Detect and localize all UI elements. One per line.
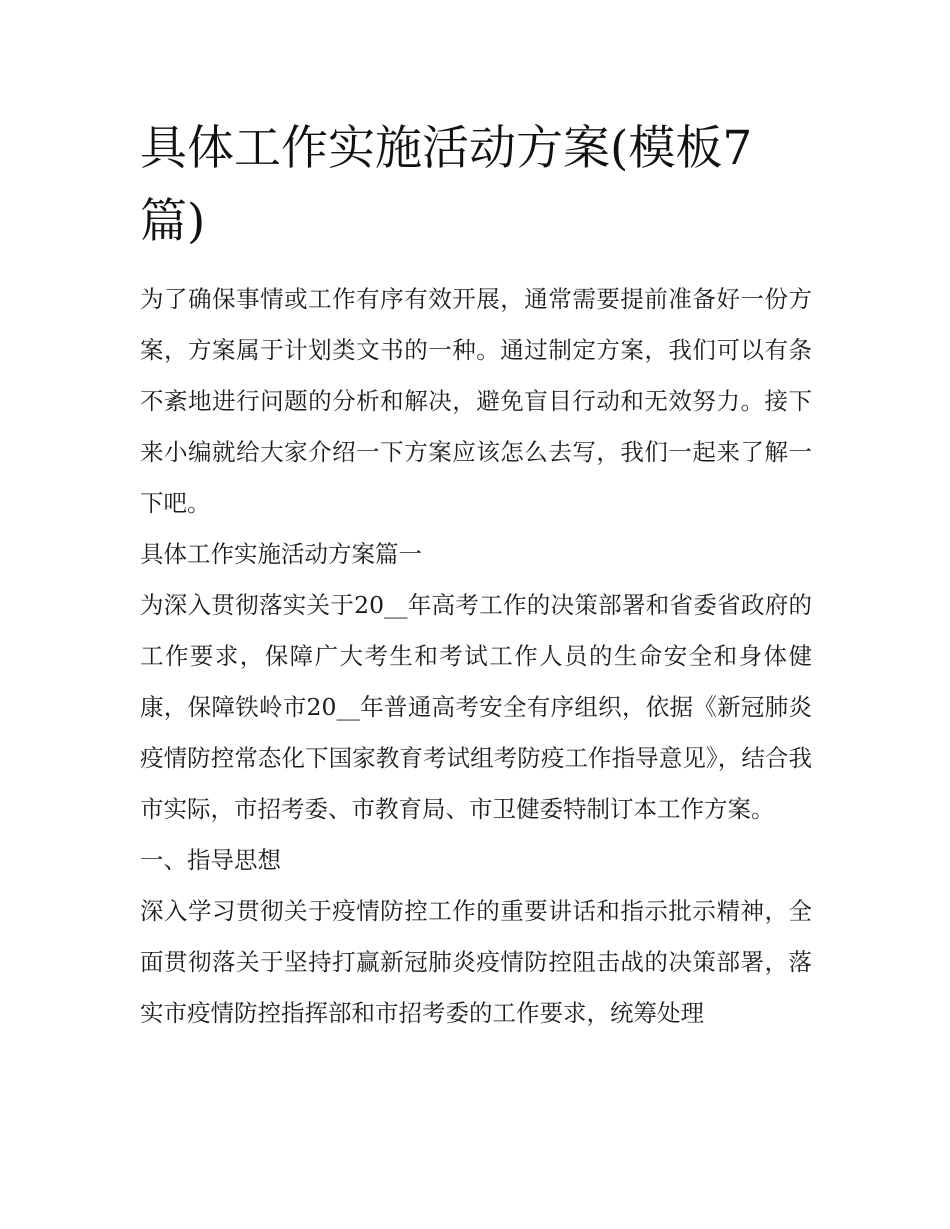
body-paragraph: 为深入贯彻落实关于20__年高考工作的决策部署和省委省政府的工作要求，保障广大考生和考试工作人员的生命安全和身体健康，保障铁岭市20__年普通高考安全有序组织，依据《新冠肺炎疫情防控常态化下国家教育考试组考防疫工作指导意见》，结合我市实际，市招考委、市教育局、市卫健委特制订本工作方案。: [140, 591, 812, 823]
section-heading-part-one: 具体工作实施活动方案篇一: [140, 540, 422, 568]
document-title: 具体工作实施活动方案(模板7篇): [140, 121, 753, 249]
intro-paragraph: 为了确保事情或工作有序有效开展，通常需要提前准备好一份方案，方案属于计划类文书的一种。通过制定方案，我们可以有条不紊地进行问题的分析和解决，避免盲目行动和无效努力。接下来小编就给大家介绍一下方案应该怎么去写，我们一起来了解一下吧。: [140, 285, 812, 517]
document-body: [140, 112, 812, 1039]
section-heading-guiding-ideology: 一、指导思想: [140, 846, 281, 874]
body-paragraph-truncated: 深入学习贯彻关于疫情防控工作的重要讲话和指示批示精神，全面贯彻落关于坚持打赢新冠肺炎疫情防控阻击战的决策部署，落实市疫情防控指挥部和市招考委的工作要求，统筹处理: [140, 897, 812, 1027]
